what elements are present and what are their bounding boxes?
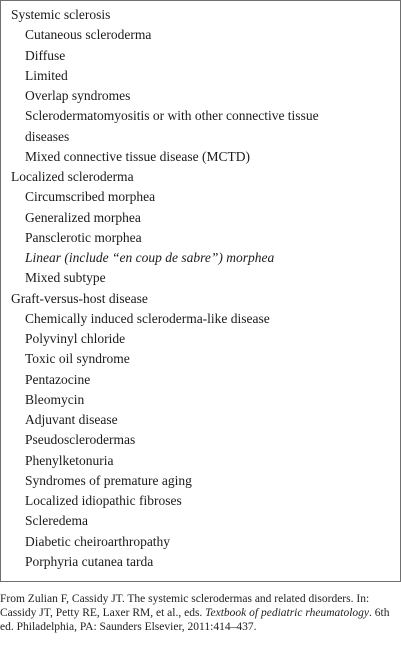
- subtype-item: Linear (include “en coup de sabre”) morphea: [25, 250, 275, 265]
- source-citation: [0, 592, 392, 634]
- citation-text: From Zulian F, Cassidy JT. The systemic sclerodermas and related disorders. In: Cassidy JT, Petty RE, Laxer RM, et al., eds.: [0, 593, 370, 619]
- table-lines: [1, 5, 400, 572]
- subtype-item: Polyvinyl chloride: [25, 331, 126, 346]
- subtype-item: Toxic oil syndrome: [25, 351, 130, 367]
- subtype-item: Sclerodermatomyositis or with other connective tissue: [25, 108, 319, 124]
- subtype-item: Cutaneous scleroderma: [25, 27, 152, 43]
- category-heading: Localized scleroderma: [11, 169, 134, 184]
- category-heading: Systemic sclerosis: [11, 7, 111, 22]
- subtype-item: Diffuse: [25, 47, 66, 63]
- subtype-item: Bleomycin: [25, 391, 85, 407]
- subtype-item: Scleredema: [25, 513, 88, 529]
- subtype-item: Circumscribed morphea: [25, 189, 156, 205]
- subtype-item: Localized idiopathic fibroses: [25, 493, 182, 508]
- subtype-item: Mixed subtype: [25, 270, 106, 286]
- subtype-item: Chemically induced scleroderma-like disease: [25, 310, 270, 326]
- subtype-item: Syndromes of premature aging: [25, 472, 192, 488]
- subtype-item: Overlap syndromes: [25, 88, 131, 103]
- subtype-item: Pansclerotic morphea: [25, 229, 142, 245]
- citation-details: . 6th ed. Philadelphia, PA: Saunders Elsevier, 2011:414–437.: [0, 607, 390, 633]
- subtype-item: Diabetic cheiroarthropathy: [25, 533, 171, 549]
- subtype-item: Phenylketonuria: [25, 452, 114, 468]
- citation-book-title: Textbook of pediatric rheumatology: [205, 607, 370, 619]
- subtype-item: diseases: [25, 128, 70, 144]
- subtype-item: Limited: [25, 67, 68, 83]
- subtype-item: Adjuvant disease: [25, 412, 118, 427]
- category-heading: Graft-versus-host disease: [11, 290, 148, 306]
- subtype-item: Pentazocine: [25, 371, 91, 387]
- subtype-item: Generalized morphea: [25, 209, 141, 225]
- subtype-item: Porphyria cutanea tarda: [25, 553, 154, 569]
- subtype-item: Pseudosclerodermas: [25, 432, 136, 448]
- subtype-item: Mixed connective tissue disease (MCTD): [25, 148, 250, 164]
